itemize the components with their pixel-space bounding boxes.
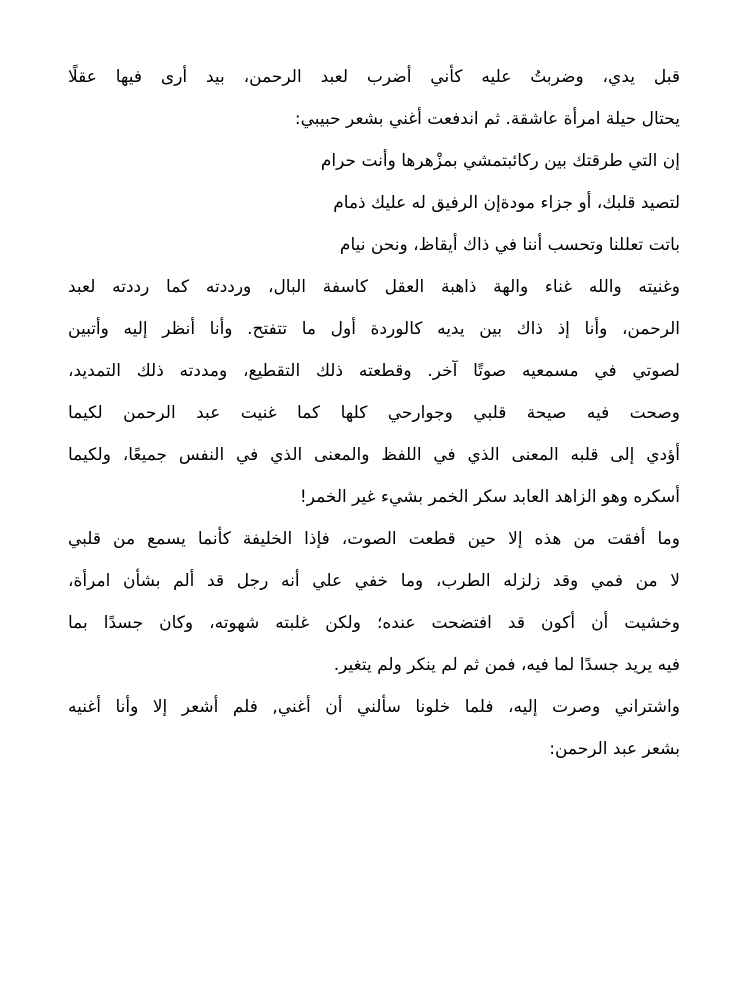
text-line: واشتراني وصرت إليه، فلما خلونا سألني أن أغني, فلم أشعر إلا وأنا أغنيه bbox=[68, 697, 680, 717]
text-line: أؤدي إلى قلبه المعنى الذي في اللفظ والمعنى الذي في النفس جميعًا، ولكيما bbox=[68, 445, 680, 465]
verse-line: إن التي طرقتك بين ركائبتمشي بمزْهرها وأنت حرام bbox=[320, 151, 680, 171]
text-line: لصوتي في مسمعيه صوتًا آخر. وقطعته ذلك التقطيع، ومددته ذلك التمديد، bbox=[68, 361, 680, 381]
text-line: وغنيته والله غناء والهة ذاهبة العقل كاسفة البال، ورددته كما رددته لعبد bbox=[68, 277, 680, 297]
text-line: وما أفقت من هذه إلا حين قطعت الصوت، فإذا الخليفة كأنما يسمع من قلبي bbox=[68, 529, 680, 549]
text-line: أسكره وهو الزاهد العابد سكر الخمر بشيء غير الخمر! bbox=[299, 487, 680, 507]
text-line: الرحمن، وأنا إذ ذاك بين يديه كالوردة أول ما تتفتح. وأنا أنظر إليه وأتبين bbox=[68, 319, 680, 339]
text-line: فيه يريد جسدًا لما فيه، فمن ثم لم ينكر ولم يتغير. bbox=[333, 655, 680, 675]
document-page bbox=[68, 56, 680, 770]
text-line: وصحت فيه صيحة قلبي وجوارحي كلها كما غنيت عبد الرحمن لكيما bbox=[68, 403, 680, 423]
text-line: لا من فمي وقد زلزله الطرب، وما خفي علي أنه رجل قد ألم بشأن امرأة، bbox=[68, 571, 680, 591]
verse-line: لتصيد قلبك، أو جزاء مودةإن الرفيق له عليك ذمام bbox=[333, 193, 680, 213]
text-line: وخشيت أن أكون قد افتضحت عنده؛ ولكن غلبته شهوته، وكان جسدًا بما bbox=[68, 613, 680, 633]
text-line: يحتال حيلة امرأة عاشقة. ثم اندفعت أغني بشعر حبيبي: bbox=[294, 109, 680, 129]
verse-line: باتت تعللنا وتحسب أننا في ذاك أيقاظ، ونحن نيام bbox=[339, 235, 680, 255]
text-line: قبل يدي، وضربتُ عليه كأني أضرب لعبد الرحمن، بيد أرى فيها عقلًا bbox=[68, 67, 680, 87]
text-line: بشعر عبد الرحمن: bbox=[549, 739, 680, 759]
